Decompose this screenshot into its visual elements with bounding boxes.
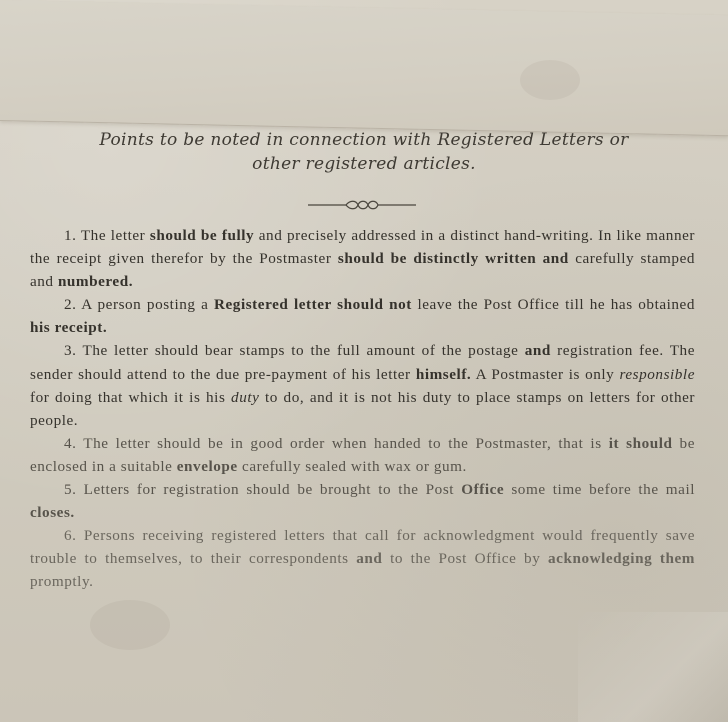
paragraph-text-segment: Registered letter should not xyxy=(214,296,412,314)
paragraph-text-segment: duty xyxy=(231,388,260,406)
heading-line-1: Points to be noted in connection with Registered Letters or xyxy=(99,130,629,150)
paragraph-text-segment: 4. The letter should be in good order when handed to the Postmaster, that is xyxy=(64,434,609,452)
paragraph-text-segment: himself. xyxy=(415,365,472,383)
heading-line-2: other registered articles. xyxy=(252,154,476,174)
paragraph-text-segment: it should xyxy=(608,434,673,452)
paper-stain xyxy=(90,600,170,650)
paragraph-text-segment: 5. Letters for registration should be brought to the Post xyxy=(64,481,462,499)
paragraph-text-segment: registration fee. The sender should attend to the due pre-payment of his letter xyxy=(30,342,695,383)
instruction-paragraph-6 xyxy=(30,524,695,593)
paragraph-text-segment: should be distinctly written and xyxy=(337,250,569,268)
paragraph-text-segment: A Postmaster is only xyxy=(471,365,620,383)
paragraph-text-segment: and xyxy=(356,550,383,568)
paragraph-text-segment: some time before the mail xyxy=(504,481,695,499)
paragraph-text-segment: and xyxy=(524,342,551,360)
paragraph-text-segment: carefully stamped and xyxy=(30,250,695,291)
paragraph-text-segment: and precisely addressed in a distinct hand-writing. In like manner the receipt given therefor by the Postmaster xyxy=(30,227,695,268)
paragraph-text-segment: 6. Persons receiving registered letters that call for acknowledgment would frequently save trouble to themselves, to their correspondents xyxy=(30,527,695,568)
paragraph-text-segment: to the Post Office by xyxy=(382,550,549,568)
paragraph-text-segment: leave the Post Office till he has obtained xyxy=(411,296,695,314)
instruction-paragraph-5 xyxy=(30,478,695,524)
document-heading xyxy=(0,128,728,176)
paragraph-text-segment: 2. A person posting a xyxy=(64,296,214,314)
paragraph-text-segment: Office xyxy=(461,481,505,499)
paragraph-text-segment: numbered. xyxy=(57,273,134,291)
paper-stain xyxy=(520,60,580,100)
flourish-divider-icon xyxy=(308,197,416,213)
instruction-paragraph-4 xyxy=(30,432,695,478)
paper-crease xyxy=(578,612,728,722)
paragraph-text-segment: responsible xyxy=(619,365,695,383)
instruction-paragraph-2 xyxy=(30,293,695,339)
instruction-paragraph-3 xyxy=(30,339,695,431)
paragraph-text-segment: closes. xyxy=(30,504,75,522)
paragraph-text-segment: to do, and it is not his duty to place stamps on letters for other people. xyxy=(30,388,695,429)
paragraph-text-segment: should be fully xyxy=(149,227,255,244)
paragraph-text-segment: promptly. xyxy=(30,573,94,591)
paragraph-text-segment: 3. The letter should bear stamps to the full amount of the postage xyxy=(64,342,525,360)
paragraph-text-segment: for doing that which it is his xyxy=(30,388,232,406)
paragraph-text-segment: be enclosed in a suitable xyxy=(30,434,695,475)
instructions-list xyxy=(30,224,695,594)
instruction-paragraph-1 xyxy=(30,224,695,293)
paragraph-text-segment: his receipt. xyxy=(30,319,108,337)
paragraph-text-segment: envelope xyxy=(176,457,238,475)
paper-fold xyxy=(0,0,728,136)
paragraph-text-segment: 1. The letter xyxy=(64,227,150,244)
paragraph-text-segment: acknowledging them xyxy=(548,550,695,568)
paragraph-text-segment: carefully sealed with wax or gum. xyxy=(237,457,467,475)
